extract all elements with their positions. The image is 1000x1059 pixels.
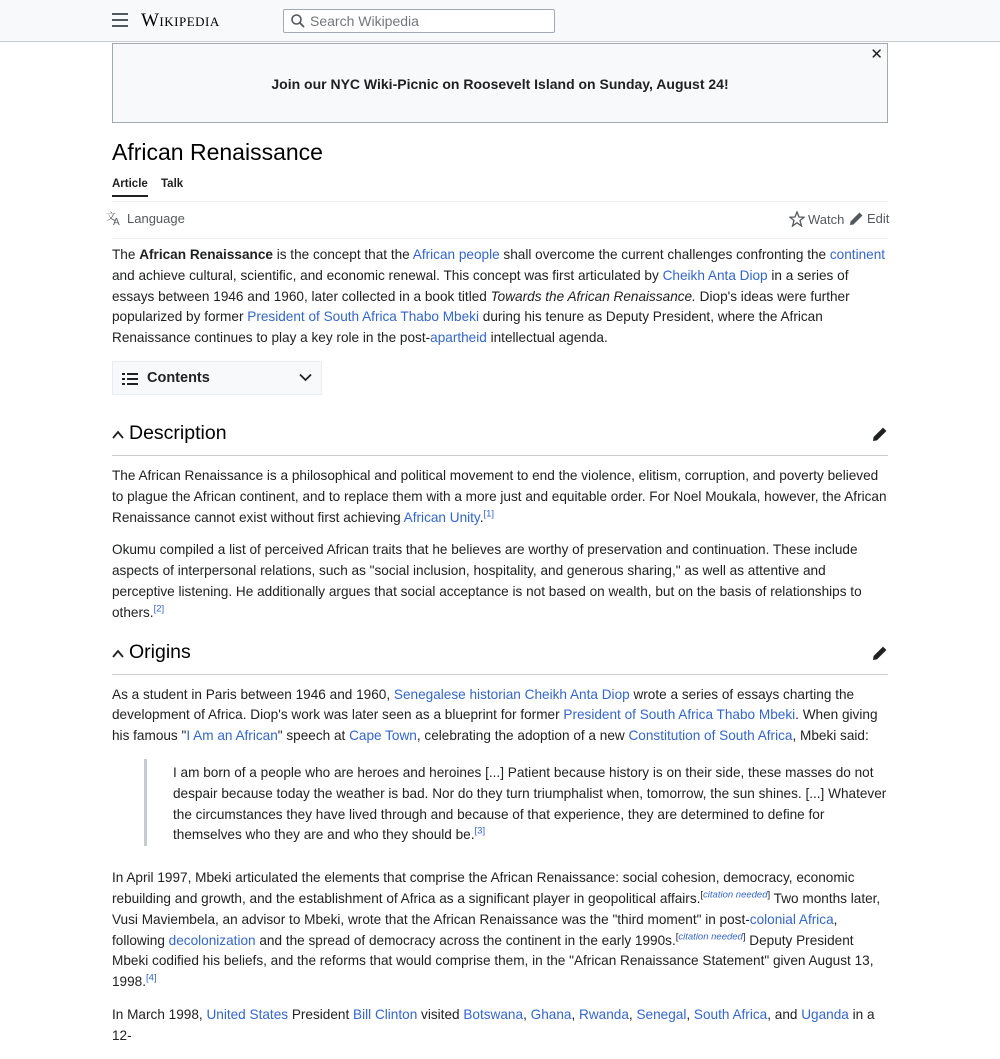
link-united-states[interactable]: United States — [206, 1006, 289, 1022]
link-decolonization[interactable]: decolonization — [168, 932, 256, 948]
language-button[interactable] — [106, 211, 185, 226]
link-thabo-mbeki[interactable]: President of South Africa Thabo Mbeki — [563, 707, 796, 723]
reference-1[interactable]: [1] — [483, 508, 495, 520]
link-apartheid[interactable]: apartheid — [430, 330, 487, 346]
contents-label: Contents — [147, 369, 210, 386]
citation-needed-link[interactable]: citation needed — [678, 931, 743, 942]
link-south-africa[interactable]: South Africa — [693, 1006, 768, 1022]
site-header — [0, 0, 1000, 42]
link-senegalese-historian[interactable]: Senegalese historian Cheikh Anta Diop — [393, 686, 630, 702]
svg-text:文: 文 — [106, 212, 116, 223]
article-content — [112, 245, 888, 1059]
link-uganda[interactable]: Uganda — [801, 1006, 849, 1022]
wikipedia-wordmark[interactable]: Wikipedia — [141, 10, 220, 31]
language-icon — [106, 211, 123, 226]
link-colonial-africa[interactable]: colonial Africa — [749, 911, 834, 927]
banner-message: Join our NYC Wiki-Picnic on Roosevelt Island on Sunday, August 24! — [271, 76, 729, 92]
edit-label: Edit — [867, 211, 890, 226]
link-senegal[interactable]: Senegal — [636, 1006, 687, 1022]
menu-icon[interactable] — [112, 13, 128, 27]
edit-section-icon[interactable] — [872, 426, 888, 442]
page-toolbar — [106, 206, 894, 238]
section-title: Description — [129, 421, 227, 444]
collapse-caret-icon[interactable] — [112, 430, 124, 439]
search-input[interactable] — [310, 11, 550, 31]
edit-section-icon[interactable] — [872, 645, 888, 661]
section-title: Origins — [129, 640, 191, 663]
chevron-down-icon — [299, 373, 312, 382]
reference-2[interactable]: [2] — [153, 603, 165, 615]
page-title: African Renaissance — [112, 139, 323, 165]
reference-4[interactable]: [4] — [146, 972, 157, 984]
close-icon[interactable]: ✕ — [870, 46, 883, 63]
mbeki-quote: I am born of a people who are heroes and heroines [...] Patient because history is on their side, these masses do not despair because today the weather is bad. Nor do they turn triumphalist when, tomorrow, the sun shines. [...] Whatever the circumstances they have lived through and because of that experience, they are determined to define for themselves who they are and who they should be.[3] — [144, 759, 888, 846]
contents-dropdown[interactable] — [112, 361, 322, 395]
link-african-unity[interactable]: African Unity — [403, 509, 480, 525]
section-heading-description — [112, 417, 888, 456]
origins-paragraph-1: As a student in Paris between 1946 and 1960, Senegalese historian Cheikh Anta Diop wrote a series of essays charting the development of Africa. Diop's work was later seen as a blueprint for former President of South Africa Thabo Mbeki. When giving his famous "I Am an African" speech at Cape Town, celebrating the adoption of a new Constitution of South Africa, Mbeki said: — [112, 686, 878, 744]
citation-needed-link[interactable]: citation needed — [703, 889, 768, 901]
link-thabo-mbeki[interactable]: President of South Africa Thabo Mbeki — [247, 309, 479, 325]
watch-label: Watch — [808, 212, 845, 227]
link-cape-town[interactable]: Cape Town — [349, 728, 417, 744]
tab-article[interactable]: Article — [112, 178, 148, 197]
link-constitution[interactable]: Constitution of South Africa — [628, 728, 793, 744]
page-tabs — [112, 178, 888, 202]
svg-text:A: A — [113, 217, 120, 226]
search-icon — [291, 14, 305, 28]
watch-button[interactable] — [789, 211, 844, 227]
toolbar-divider — [112, 238, 888, 239]
site-notice-banner — [112, 43, 888, 123]
link-rwanda[interactable]: Rwanda — [579, 1006, 629, 1022]
description-paragraph-1: The African Renaissance is a philosophical and political movement to end the violence, elitism, corruption, and poverty believed to plague the African continent, and to replace them with a more just and equitable order. For Noel Moukala, however, the African Renaissance cannot exist without first achieving African Unity.[1] — [112, 467, 887, 525]
link-botswana[interactable]: Botswana — [463, 1006, 524, 1022]
link-i-am-an-african[interactable]: I Am an African — [186, 728, 278, 744]
link-continent[interactable]: continent — [829, 247, 886, 262]
search-box[interactable] — [283, 9, 555, 33]
section-heading-origins — [112, 636, 888, 675]
origins-paragraph-3: In March 1998, United States President Bill Clinton visited Botswana, Ghana, Rwanda, Senegal, South Africa, and Uganda in a 12- — [112, 1006, 875, 1043]
reference-3[interactable]: [3] — [474, 825, 486, 837]
intro-paragraph: The African Renaissance is the concept that the African people shall overcome the current challenges confronting the continent and achieve cultural, scientific, and economic renewal. This concept was first articulated by Cheikh Anta Diop in a series of essays between 1946 and 1960, later collected in a book titled Towards the African Renaissance. Diop's ideas were further popularized by former President of South Africa Thabo Mbeki during his tenure as Deputy President, where the African Renaissance continues to play a key role in the post-apartheid intellectual agenda. — [112, 247, 886, 346]
pencil-icon — [849, 211, 864, 226]
tab-talk[interactable]: Talk — [161, 178, 184, 190]
list-icon — [122, 372, 138, 386]
collapse-caret-icon[interactable] — [112, 649, 124, 658]
description-paragraph-2: Okumu compiled a list of perceived African traits that he believes are worthy of preservation and continuation. These include aspects of interpersonal relations, such as "social inclusion, hospitality, and generous sharing," as well as attentive and perceptive listening. He additionally argues that social acceptance is not based on wealth, but on the basis of relationships to others.[2] — [112, 542, 862, 620]
link-bill-clinton[interactable]: Bill Clinton — [353, 1006, 418, 1022]
origins-paragraph-2: In April 1997, Mbeki articulated the elements that comprise the African Renaissance: social cohesion, democracy, economic rebuilding and growth, and the establishment of Africa as a significant player in geopolitical affairs.[citation needed] Two months later, Vusi Maviembela, an advisor to Mbeki, wrote that the African Renaissance was the "third moment" in post-colonial Africa, following decolonization and the spread of democracy across the continent in the early 1990s.[citation needed] Deputy President Mbeki codified his beliefs, and the reforms that would comprise them, in the "African Renaissance Statement" given August 13, 1998.[4] — [112, 870, 881, 990]
star-icon — [789, 211, 805, 227]
edit-button[interactable] — [849, 211, 889, 226]
link-ghana[interactable]: Ghana — [530, 1006, 572, 1022]
link-african-people[interactable]: African people — [412, 247, 500, 262]
language-label: Language — [127, 211, 185, 226]
link-cheikh-anta-diop[interactable]: Cheikh Anta Diop — [662, 267, 768, 283]
